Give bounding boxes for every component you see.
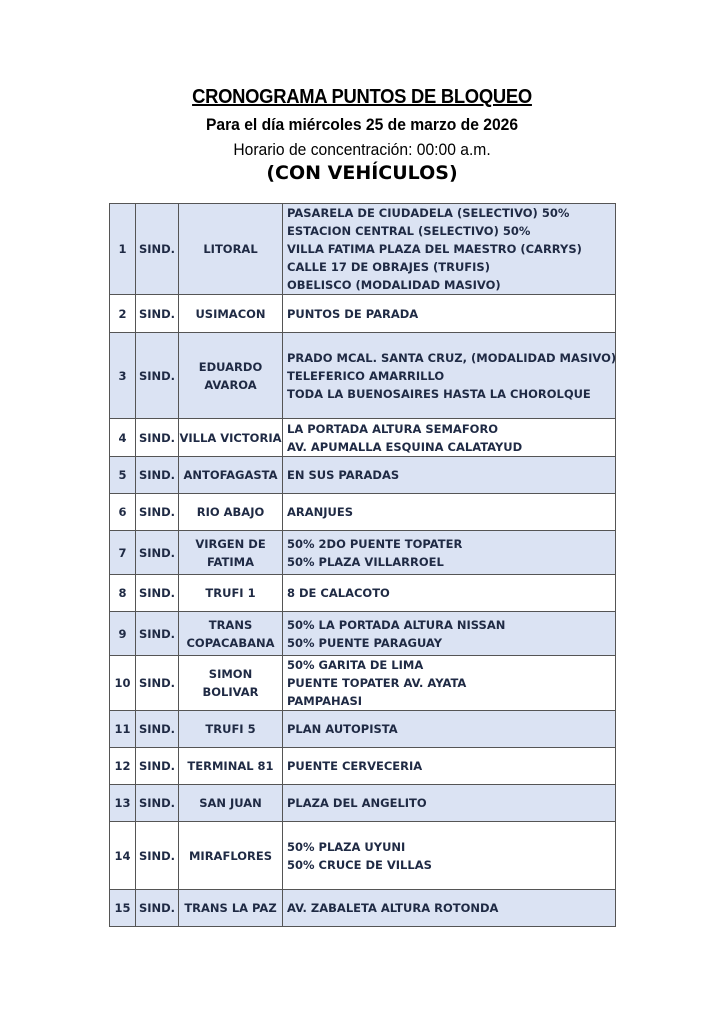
blockade-point: 50% PLAZA UYUNI [287,839,406,854]
blockade-points [283,711,616,748]
blockade-point: TODA LA BUENOSAIRES HASTA LA CHOROLQUE [287,386,591,401]
union-type: SIND. [136,333,179,419]
blockade-point: VILLA FATIMA PLAZA DEL MAESTRO (CARRYS) [287,242,582,256]
blockade-point: 50% PUENTE PARAGUAY [287,635,443,650]
union-type: SIND. [136,656,179,711]
union-type: SIND. [136,785,179,822]
blockade-points [283,890,616,927]
union-type: SIND. [136,748,179,785]
blockade-point: TELEFERICO AMARRILLO [287,368,445,383]
row-number: 11 [110,711,136,748]
union-name: LITORAL [179,204,283,295]
union-name: MIRAFLORES [179,822,283,890]
union-name: TRUFI 1 [179,575,283,612]
blockade-point: LA PORTADA ALTURA SEMAFORO [287,421,499,436]
row-number: 10 [110,656,136,711]
row-number: 9 [110,612,136,656]
blockade-point: PLAN AUTOPISTA [287,722,398,736]
row-number: 2 [110,295,136,333]
row-number: 3 [110,333,136,419]
row-number: 7 [110,531,136,575]
row-number: 15 [110,890,136,927]
union-type: SIND. [136,575,179,612]
blockade-points [283,333,616,419]
union-name: SIMON BOLIVAR [179,656,283,711]
union-name: ANTOFAGASTA [179,457,283,494]
table-row [110,656,616,711]
union-name: VILLA VICTORIA [179,419,283,457]
table-row [110,531,616,575]
blockade-points [283,822,616,890]
blockade-point: EN SUS PARADAS [287,468,400,482]
row-number: 13 [110,785,136,822]
blockade-point: PAMPAHASI [287,694,363,708]
mode-line: (CON VEHÍCULOS) [266,162,458,184]
blockade-point: PUENTE TOPATER AV. AYATA [287,676,467,690]
blockade-point: 50% LA PORTADA ALTURA NISSAN [287,617,506,632]
row-number: 4 [110,419,136,457]
blockade-points [283,295,616,333]
union-name: VIRGEN DE FATIMA [179,531,283,575]
blockade-points [283,612,616,656]
blockade-point: 50% GARITA DE LIMA [287,658,424,672]
union-type: SIND. [136,890,179,927]
table-row [110,822,616,890]
union-name: TRANS COPACABANA [179,612,283,656]
blockade-point: CALLE 17 DE OBRAJES (TRUFIS) [287,260,490,274]
row-number: 14 [110,822,136,890]
row-number: 1 [110,204,136,295]
row-number: 8 [110,575,136,612]
blockade-points [283,419,616,457]
table-row [110,748,616,785]
blockade-points [283,457,616,494]
table-row [110,575,616,612]
blockade-point: ESTACION CENTRAL (SELECTIVO) 50% [287,224,531,238]
blockade-points [283,494,616,531]
union-type: SIND. [136,295,179,333]
union-type: SIND. [136,494,179,531]
table-row [110,457,616,494]
union-type: SIND. [136,822,179,890]
blockade-point: AV. APUMALLA ESQUINA CALATAYUD [287,439,523,454]
union-name: TRANS LA PAZ [179,890,283,927]
union-name: TRUFI 5 [179,711,283,748]
page-title: CRONOGRAMA PUNTOS DE BLOQUEO [192,86,532,108]
date-line: Para el día miércoles 25 de marzo de 2026 [205,115,519,134]
blockade-point: PUNTOS DE PARADA [287,306,419,321]
blockade-point: PLAZA DEL ANGELITO [287,796,427,810]
union-name: RIO ABAJO [179,494,283,531]
table-row [110,612,616,656]
blockade-point: 8 DE CALACOTO [287,586,390,600]
table-row [110,890,616,927]
schedule-table [109,203,616,927]
union-type: SIND. [136,457,179,494]
blockade-point: PUENTE CERVECERIA [287,759,423,773]
blockade-point: OBELISCO (MODALIDAD MASIVO) [287,278,501,292]
blockade-points [283,204,616,295]
union-type: SIND. [136,531,179,575]
table-row [110,494,616,531]
table-row [110,419,616,457]
time-line: Horario de concentración: 00:00 a.m. [233,140,491,159]
union-type: SIND. [136,419,179,457]
table-row [110,295,616,333]
table-row [110,785,616,822]
blockade-points [283,575,616,612]
blockade-point: PASARELA DE CIUDADELA (SELECTIVO) 50% [287,206,570,220]
blockade-point: ARANJUES [287,505,354,519]
blockade-point: 50% CRUCE DE VILLAS [287,857,432,872]
blockade-points [283,748,616,785]
blockade-point: PRADO MCAL. SANTA CRUZ, (MODALIDAD MASIVO) [287,350,617,365]
union-name: TERMINAL 81 [179,748,283,785]
blockade-points [283,531,616,575]
union-name: EDUARDO AVAROA [179,333,283,419]
row-number: 5 [110,457,136,494]
blockade-point: 50% PLAZA VILLARROEL [287,554,444,569]
union-type: SIND. [136,711,179,748]
union-name: SAN JUAN [179,785,283,822]
row-number: 6 [110,494,136,531]
union-name: USIMACON [179,295,283,333]
blockade-points [283,785,616,822]
row-number: 12 [110,748,136,785]
table-row [110,333,616,419]
union-type: SIND. [136,204,179,295]
blockade-points [283,656,616,711]
table-row [110,204,616,295]
blockade-point: 50% 2DO PUENTE TOPATER [287,536,463,551]
table-row [110,711,616,748]
blockade-point: AV. ZABALETA ALTURA ROTONDA [287,901,499,915]
union-type: SIND. [136,612,179,656]
